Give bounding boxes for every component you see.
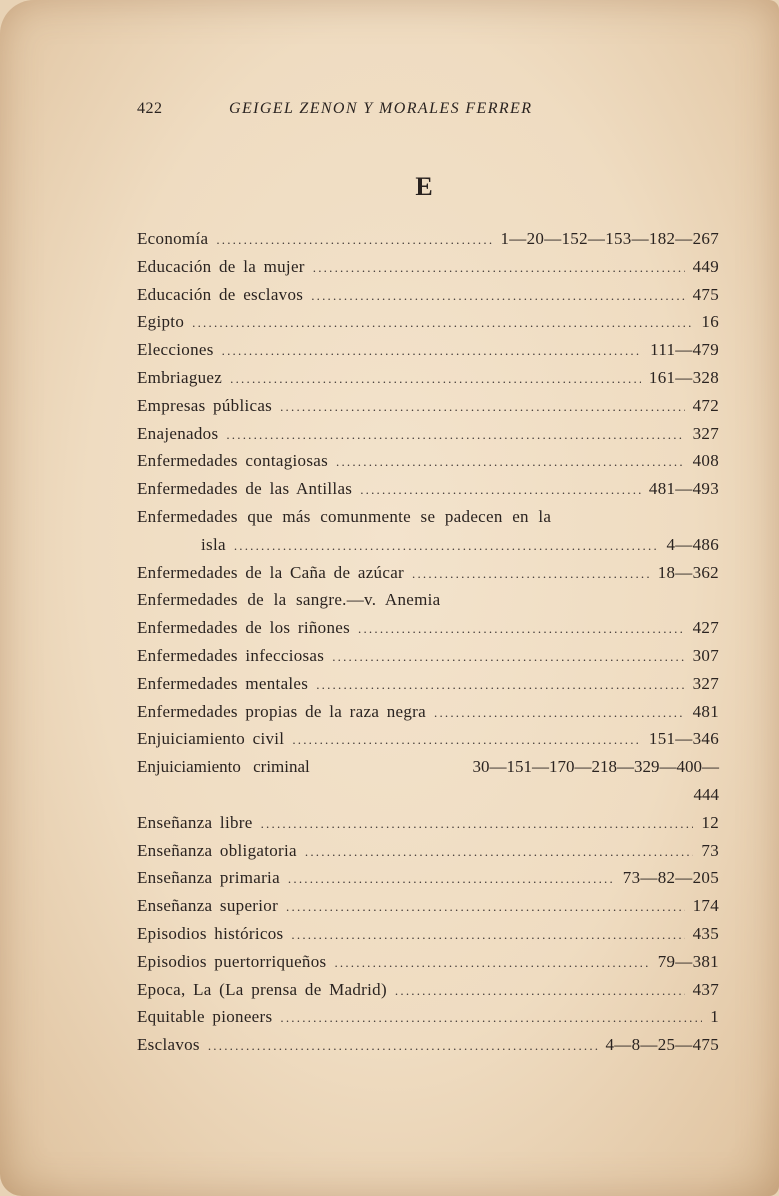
index-entry	[137, 868, 719, 896]
dot-leader	[336, 454, 685, 470]
entry-pages: 307	[692, 645, 719, 665]
entry-pages: 30—151—170—218—329—400—	[472, 757, 719, 777]
entry-pages: 16	[701, 312, 719, 332]
entry-pages: 161—328	[648, 367, 719, 387]
running-title: GEIGEL ZENON Y MORALES FERRER	[229, 100, 533, 117]
index-entry	[137, 396, 719, 424]
index-entry	[137, 841, 719, 869]
entry-pages: 427	[692, 618, 719, 638]
index-entry	[137, 535, 719, 563]
page-number: 422	[137, 100, 163, 117]
entry-label: Egipto	[137, 312, 185, 332]
index-entry	[137, 896, 719, 924]
entry-pages: 4—8—25—475	[605, 1035, 719, 1055]
index-entry	[137, 479, 719, 507]
entry-label: Educación de la mujer	[137, 256, 305, 276]
dot-leader	[230, 371, 641, 387]
dot-leader	[412, 566, 650, 582]
index-entry-crossref: Enfermedades de la sangre.—v. Anemia	[137, 590, 441, 610]
index-entry	[137, 980, 719, 1008]
dot-leader	[316, 677, 684, 693]
index-entry	[137, 729, 719, 757]
entry-label: Equitable pioneers	[137, 1007, 273, 1027]
dot-leader	[395, 983, 685, 999]
entry-label: Embriaguez	[137, 367, 223, 387]
entry-label: Enjuiciamiento criminal	[137, 757, 310, 777]
dot-leader	[332, 649, 684, 665]
dot-leader	[311, 288, 684, 304]
index-entry	[137, 674, 719, 702]
dot-leader	[216, 232, 492, 248]
entry-pages: 18—362	[657, 562, 719, 582]
dot-leader	[360, 482, 641, 498]
index-entry	[137, 1035, 719, 1063]
dot-leader	[192, 315, 693, 331]
entry-label: Enseñanza primaria	[137, 868, 280, 888]
dot-leader	[222, 343, 643, 359]
index-entry	[137, 340, 719, 368]
dot-leader	[291, 927, 684, 943]
index-entry	[137, 646, 719, 674]
dot-leader	[288, 871, 615, 887]
entry-label: Economía	[137, 229, 209, 248]
entry-label: Enseñanza obligatoria	[137, 840, 297, 860]
entry-label: Elecciones	[137, 340, 214, 360]
dot-leader	[313, 260, 685, 276]
entry-label: Episodios puertorriqueños	[137, 951, 327, 971]
entry-pages: 449	[692, 256, 719, 276]
index-entry-continued: Enfermedades que más comunmente se padecen en la	[137, 506, 552, 526]
index-entry	[137, 618, 719, 646]
index-entry	[137, 451, 719, 479]
dot-leader	[226, 427, 684, 443]
entry-pages: 111—479	[650, 340, 719, 360]
entry-pages: 73	[701, 840, 719, 860]
entry-label: Esclavos	[137, 1035, 200, 1055]
entry-label: Enseñanza superior	[137, 896, 279, 916]
entry-label: Enseñanza libre	[137, 812, 253, 832]
entry-pages: 4—486	[666, 534, 719, 554]
entry-pages-continued: 444	[693, 784, 719, 804]
index-entry	[137, 702, 719, 730]
page-header	[137, 100, 617, 122]
entry-label: Episodios históricos	[137, 923, 284, 943]
entry-label: Empresas públicas	[137, 395, 273, 415]
entry-pages: 73—82—205	[622, 868, 719, 888]
dot-leader	[208, 1038, 598, 1054]
section-letter: E	[415, 172, 433, 201]
dot-leader	[292, 732, 641, 748]
entry-pages: 327	[692, 673, 719, 693]
index-entry	[137, 924, 719, 952]
entry-label: Enfermedades mentales	[137, 673, 309, 693]
index-entry	[137, 257, 719, 285]
dot-leader	[261, 816, 694, 832]
entry-label: Enfermedades de las Antillas	[137, 479, 353, 499]
entry-label: Enfermedades propias de la raza negra	[137, 701, 426, 721]
entry-pages: 481	[692, 701, 719, 721]
entry-label: isla	[201, 534, 226, 554]
entry-pages: 12	[701, 812, 719, 832]
entry-pages: 327	[692, 423, 719, 443]
entry-pages: 475	[692, 284, 719, 304]
dot-leader	[280, 399, 685, 415]
index-entries	[137, 229, 719, 1063]
entry-label: Enjuiciamiento civil	[137, 729, 285, 749]
dot-leader	[234, 538, 659, 554]
entry-label: Enfermedades infecciosas	[137, 645, 325, 665]
dot-leader	[334, 955, 649, 971]
entry-label: Enfermedades de la Caña de azúcar	[137, 562, 405, 582]
entry-label: Educación de esclavos	[137, 284, 304, 304]
entry-label: Epoca, La (La prensa de Madrid)	[137, 979, 387, 999]
index-entry	[137, 285, 719, 313]
index-entry	[137, 813, 719, 841]
index-entry	[137, 424, 719, 452]
entry-pages: 174	[692, 896, 719, 916]
entry-label: Enajenados	[137, 423, 219, 443]
entry-pages: 1—20—152—153—182—267	[500, 229, 719, 248]
entry-pages: 151—346	[648, 729, 719, 749]
dot-leader	[286, 899, 685, 915]
entry-pages: 1	[710, 1007, 719, 1027]
dot-leader	[280, 1010, 702, 1026]
entry-label: Enfermedades contagiosas	[137, 451, 328, 471]
index-entry	[137, 312, 719, 340]
index-entry	[137, 368, 719, 396]
dot-leader	[434, 705, 685, 721]
index-entry	[137, 952, 719, 980]
dot-leader	[305, 844, 694, 860]
index-entry	[137, 563, 719, 591]
entry-pages: 408	[692, 451, 719, 471]
index-entry	[137, 1007, 719, 1035]
entry-pages: 79—381	[657, 951, 719, 971]
entry-pages: 437	[692, 979, 719, 999]
entry-label: Enfermedades de los riñones	[137, 618, 351, 638]
entry-pages: 472	[692, 395, 719, 415]
dot-leader	[358, 621, 685, 637]
index-entry	[137, 757, 719, 785]
entry-pages: 481—493	[648, 479, 719, 499]
entry-pages: 435	[692, 923, 719, 943]
index-entry	[137, 229, 719, 257]
